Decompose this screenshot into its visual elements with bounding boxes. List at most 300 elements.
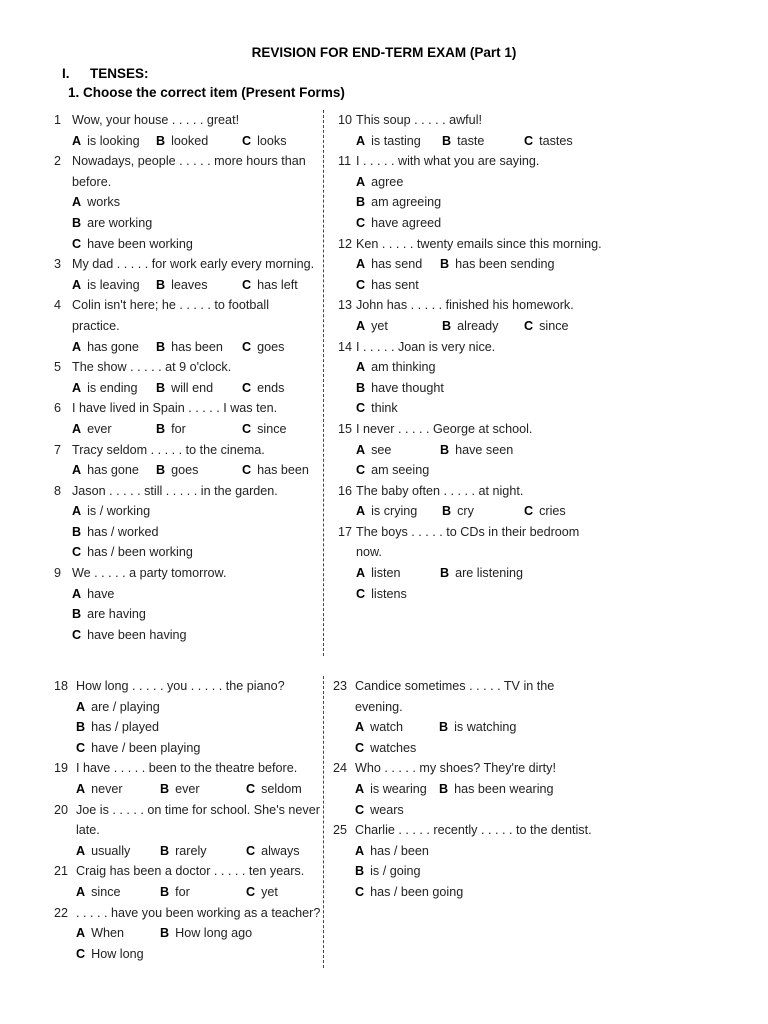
option-text: rarely	[175, 843, 207, 858]
answer-option[interactable]	[439, 717, 525, 738]
answer-option[interactable]	[156, 337, 242, 358]
option-letter: C	[246, 843, 256, 858]
answer-option[interactable]	[156, 131, 242, 152]
option-text: agree	[371, 174, 404, 189]
option-letter: C	[355, 802, 365, 817]
question-item	[333, 676, 602, 758]
answer-option[interactable]	[156, 419, 242, 440]
question-column-top-left	[54, 110, 319, 645]
answer-option[interactable]	[242, 131, 287, 152]
answer-option[interactable]	[76, 697, 323, 718]
option-text: yet	[371, 318, 388, 333]
answer-options	[356, 563, 603, 584]
answer-option[interactable]	[72, 234, 319, 255]
question-item	[54, 110, 319, 151]
question-item	[54, 295, 319, 357]
question-number: 6	[54, 401, 62, 416]
answer-options	[72, 419, 319, 440]
option-text: is wearing	[370, 781, 427, 796]
option-text: ever	[87, 421, 112, 436]
option-letter: B	[442, 318, 452, 333]
option-text: is looking	[87, 133, 140, 148]
answer-option[interactable]	[356, 398, 603, 419]
answer-options	[72, 192, 319, 254]
answer-option[interactable]	[242, 419, 287, 440]
option-text: seldom	[261, 781, 302, 796]
question-text: Ken . . . . . twenty emails since this morning.	[356, 236, 602, 251]
question-number: 20	[54, 802, 69, 817]
answer-option[interactable]	[76, 738, 323, 759]
option-letter: A	[76, 926, 86, 941]
option-letter: B	[439, 781, 449, 796]
question-text: Nowadays, people . . . . . more hours than before.	[72, 154, 306, 189]
option-letter: A	[76, 843, 86, 858]
question-number: 23	[333, 679, 348, 693]
answer-option[interactable]	[72, 604, 319, 625]
option-letter: C	[356, 277, 366, 292]
option-text: is crying	[371, 504, 418, 519]
option-text: for	[175, 884, 190, 899]
option-text: works	[87, 195, 120, 210]
option-letter: B	[442, 504, 452, 519]
option-text: looks	[257, 133, 287, 148]
answer-option[interactable]	[72, 501, 319, 522]
question-number: 17	[338, 524, 353, 539]
option-letter: C	[524, 318, 534, 333]
question-number: 16	[338, 483, 353, 498]
answer-options	[76, 923, 323, 944]
option-letter: B	[156, 133, 166, 148]
option-text: has send	[371, 257, 423, 272]
question-number: 19	[54, 761, 69, 776]
answer-option[interactable]	[242, 378, 284, 399]
option-text: have been having	[87, 627, 187, 642]
option-text: has gone	[87, 339, 139, 354]
question-item	[338, 151, 603, 233]
option-text: already	[457, 318, 499, 333]
answer-option[interactable]	[76, 923, 160, 944]
answer-option[interactable]	[246, 841, 300, 862]
answer-options	[355, 841, 602, 903]
question-item	[54, 676, 323, 758]
answer-option[interactable]	[355, 882, 602, 903]
option-letter: B	[72, 215, 82, 230]
option-text: has / been working	[87, 545, 193, 560]
option-text: is leaving	[87, 277, 140, 292]
option-letter: B	[442, 133, 452, 148]
answer-option[interactable]	[246, 779, 302, 800]
option-text: How long ago	[175, 926, 253, 941]
option-text: watches	[370, 740, 417, 755]
answer-option[interactable]	[439, 779, 554, 800]
option-text: has / been	[370, 843, 429, 858]
answer-option[interactable]	[246, 882, 278, 903]
question-text: How long . . . . . you . . . . . the piano?	[76, 679, 285, 693]
answer-option[interactable]	[72, 419, 156, 440]
answer-option[interactable]	[524, 316, 569, 337]
answer-option[interactable]	[356, 563, 440, 584]
question-number: 14	[338, 339, 353, 354]
answer-option[interactable]	[356, 440, 440, 461]
answer-option[interactable]	[72, 378, 156, 399]
answer-option[interactable]	[156, 378, 242, 399]
answer-option[interactable]	[72, 625, 319, 646]
question-number: 2	[54, 154, 62, 169]
question-number: 10	[338, 113, 353, 127]
answer-option[interactable]	[355, 800, 602, 821]
answer-option[interactable]	[355, 717, 439, 738]
option-text: How long	[91, 946, 144, 961]
page-title: REVISION FOR END-TERM EXAM (Part 1)	[251, 45, 517, 60]
answer-option[interactable]	[72, 522, 319, 543]
answer-option[interactable]	[442, 316, 524, 337]
question-text: Tracy seldom . . . . . to the cinema.	[72, 442, 265, 457]
question-column-bottom-left	[54, 676, 323, 964]
answer-option[interactable]	[72, 584, 319, 605]
question-item	[54, 758, 323, 799]
question-number: 15	[338, 421, 353, 436]
answer-option[interactable]	[355, 738, 602, 759]
option-text: When	[91, 926, 125, 941]
option-letter: A	[72, 277, 82, 292]
answer-option[interactable]	[72, 131, 156, 152]
option-text: is / going	[370, 864, 421, 879]
option-letter: B	[356, 195, 366, 210]
question-item	[54, 861, 323, 902]
answer-option[interactable]	[72, 213, 319, 234]
question-text: Wow, your house . . . . . great!	[72, 113, 240, 127]
option-text: see	[371, 442, 392, 457]
answer-option[interactable]	[156, 275, 242, 296]
answer-options	[72, 131, 319, 152]
answer-options	[356, 584, 603, 605]
option-text: wears	[370, 802, 404, 817]
question-item	[54, 563, 319, 645]
question-item	[338, 295, 603, 336]
answer-options	[356, 172, 603, 234]
option-letter: B	[156, 339, 166, 354]
question-text: Colin isn't here; he . . . . . to football practice.	[72, 298, 270, 333]
option-letter: C	[242, 380, 252, 395]
answer-option[interactable]	[242, 275, 298, 296]
answer-option[interactable]	[355, 841, 602, 862]
answer-option[interactable]	[355, 779, 439, 800]
option-letter: B	[440, 257, 450, 272]
question-column-bottom-right	[333, 676, 602, 903]
question-text: I have lived in Spain . . . . . I was ten.	[72, 401, 278, 416]
option-letter: C	[524, 133, 534, 148]
option-letter: A	[355, 720, 365, 735]
option-text: since	[539, 318, 569, 333]
option-letter: B	[160, 781, 170, 796]
question-number: 3	[54, 257, 62, 272]
question-item	[54, 903, 323, 965]
question-number: 9	[54, 566, 62, 581]
answer-options	[355, 779, 602, 800]
question-text: Joe is . . . . . on time for school. She's never late.	[76, 802, 320, 838]
answer-option[interactable]	[356, 275, 603, 296]
option-text: ever	[175, 781, 200, 796]
answer-options	[72, 584, 319, 646]
option-text: cry	[457, 504, 474, 519]
answer-options	[356, 460, 603, 481]
option-text: tastes	[539, 133, 573, 148]
option-text: am agreeing	[371, 195, 442, 210]
answer-option[interactable]	[440, 440, 526, 461]
option-text: leaves	[171, 277, 208, 292]
option-text: has left	[257, 277, 298, 292]
option-text: taste	[457, 133, 485, 148]
option-text: has / played	[91, 720, 160, 735]
option-letter: C	[355, 740, 365, 755]
option-text: watch	[370, 720, 404, 735]
option-text: is / working	[87, 504, 151, 519]
question-number: 24	[333, 761, 348, 776]
question-text: Charlie . . . . . recently . . . . . to the dentist.	[355, 823, 592, 838]
option-letter: A	[356, 318, 366, 333]
option-letter: A	[355, 781, 365, 796]
answer-option[interactable]	[356, 131, 442, 152]
question-number: 25	[333, 823, 348, 838]
option-text: has / been going	[370, 884, 464, 899]
answer-option[interactable]	[76, 779, 160, 800]
option-letter: C	[356, 463, 366, 478]
question-text: Craig has been a doctor . . . . . ten years.	[76, 864, 305, 879]
answer-options	[356, 440, 603, 461]
option-text: goes	[171, 463, 199, 478]
answer-option[interactable]	[524, 501, 566, 522]
option-letter: A	[355, 843, 365, 858]
option-text: has / worked	[87, 524, 159, 539]
option-text: are listening	[455, 566, 524, 581]
option-letter: C	[355, 884, 365, 899]
answer-option[interactable]	[356, 172, 603, 193]
answer-option[interactable]	[356, 501, 442, 522]
question-item	[338, 110, 603, 151]
option-letter: A	[356, 174, 366, 189]
option-text: has gone	[87, 463, 139, 478]
answer-option[interactable]	[72, 337, 156, 358]
option-letter: A	[356, 133, 366, 148]
answer-option[interactable]	[355, 861, 602, 882]
answer-options	[355, 800, 602, 821]
question-number: 1	[54, 113, 62, 127]
option-text: are / playing	[91, 699, 160, 714]
answer-option[interactable]	[442, 501, 524, 522]
question-text: We . . . . . a party tomorrow.	[72, 566, 227, 581]
question-number: 18	[54, 679, 69, 693]
answer-option[interactable]	[72, 542, 319, 563]
option-letter: A	[356, 360, 366, 375]
option-letter: A	[76, 781, 86, 796]
option-letter: B	[156, 277, 166, 292]
answer-option[interactable]	[76, 944, 323, 965]
answer-option[interactable]	[356, 254, 440, 275]
option-letter: B	[160, 884, 170, 899]
option-letter: C	[72, 627, 82, 642]
question-item	[54, 398, 319, 439]
option-text: have thought	[371, 380, 444, 395]
option-text: am thinking	[371, 360, 436, 375]
option-letter: B	[439, 720, 449, 735]
question-item	[54, 481, 319, 563]
option-text: is tasting	[371, 133, 421, 148]
section-number: I.	[62, 66, 70, 81]
option-text: have agreed	[371, 215, 442, 230]
option-text: think	[371, 401, 398, 416]
option-text: ends	[257, 380, 285, 395]
answer-options	[355, 717, 602, 738]
answer-option[interactable]	[440, 254, 555, 275]
option-text: yet	[261, 884, 278, 899]
option-text: cries	[539, 504, 566, 519]
question-text: John has . . . . . finished his homework.	[356, 298, 574, 313]
option-text: am seeing	[371, 463, 430, 478]
option-letter: C	[356, 586, 366, 601]
question-item	[338, 481, 603, 522]
question-item	[333, 820, 602, 902]
answer-option[interactable]	[76, 717, 323, 738]
answer-option[interactable]	[242, 460, 309, 481]
answer-option[interactable]	[72, 460, 156, 481]
option-letter: C	[72, 236, 82, 251]
answer-options	[72, 501, 319, 563]
option-text: has been	[257, 463, 309, 478]
option-text: always	[261, 843, 300, 858]
question-number: 4	[54, 298, 62, 313]
option-letter: C	[356, 215, 366, 230]
answer-option[interactable]	[160, 882, 246, 903]
answer-option[interactable]	[356, 460, 603, 481]
option-letter: C	[242, 421, 252, 436]
question-item	[338, 337, 603, 419]
option-letter: C	[242, 463, 252, 478]
option-text: for	[171, 421, 186, 436]
answer-options	[72, 460, 319, 481]
option-letter: B	[355, 864, 365, 879]
answer-option[interactable]	[242, 337, 284, 358]
answer-option[interactable]	[440, 563, 526, 584]
answer-options	[356, 501, 603, 522]
answer-option[interactable]	[356, 357, 603, 378]
option-letter: B	[156, 380, 166, 395]
option-letter: C	[72, 545, 82, 560]
option-text: have seen	[455, 442, 514, 457]
answer-options	[76, 944, 323, 965]
answer-option[interactable]	[356, 213, 603, 234]
option-letter: A	[356, 257, 366, 272]
section-heading	[62, 66, 149, 81]
option-text: never	[91, 781, 123, 796]
answer-option[interactable]	[156, 460, 242, 481]
option-letter: C	[242, 133, 252, 148]
question-text: Who . . . . . my shoes? They're dirty!	[355, 761, 556, 776]
option-text: looked	[171, 133, 209, 148]
answer-option[interactable]	[524, 131, 573, 152]
question-text: I . . . . . with what you are saying.	[356, 154, 540, 169]
answer-option[interactable]	[160, 779, 246, 800]
exercise-heading: 1. Choose the correct item (Present Forms)	[68, 85, 345, 100]
question-text: I . . . . . Joan is very nice.	[356, 339, 496, 354]
option-letter: B	[156, 463, 166, 478]
question-item	[338, 522, 603, 604]
option-letter: A	[72, 586, 82, 601]
option-text: has sent	[371, 277, 419, 292]
option-letter: B	[440, 566, 450, 581]
option-text: has been	[171, 339, 223, 354]
answer-option[interactable]	[72, 192, 319, 213]
column-divider-top	[323, 110, 324, 656]
option-text: is ending	[87, 380, 138, 395]
answer-options	[76, 882, 323, 903]
question-item	[338, 234, 603, 296]
answer-options	[76, 779, 323, 800]
option-letter: A	[356, 504, 366, 519]
option-text: have	[87, 586, 115, 601]
answer-option[interactable]	[160, 923, 253, 944]
option-text: usually	[91, 843, 131, 858]
question-number: 12	[338, 236, 353, 251]
question-text: . . . . . have you been working as a teacher?	[76, 905, 321, 920]
answer-options	[76, 841, 323, 862]
answer-option[interactable]	[356, 192, 603, 213]
option-letter: A	[72, 195, 82, 210]
answer-option[interactable]	[356, 316, 442, 337]
answer-options	[356, 357, 603, 419]
option-letter: C	[76, 740, 86, 755]
question-text: The baby often . . . . . at night.	[356, 483, 524, 498]
option-text: has been sending	[455, 257, 555, 272]
option-letter: C	[246, 884, 256, 899]
question-column-top-right	[338, 110, 603, 604]
question-text: I have . . . . . been to the theatre before.	[76, 761, 298, 776]
answer-option[interactable]	[72, 275, 156, 296]
answer-option[interactable]	[356, 584, 603, 605]
answer-option[interactable]	[442, 131, 524, 152]
option-text: are working	[87, 215, 153, 230]
option-letter: B	[72, 524, 82, 539]
question-item	[54, 357, 319, 398]
answer-options	[355, 738, 602, 759]
question-item	[54, 151, 319, 254]
question-text: My dad . . . . . for work early every morning.	[72, 257, 315, 272]
answer-option[interactable]	[76, 882, 160, 903]
question-number: 5	[54, 360, 62, 375]
question-text: Candice sometimes . . . . . TV in the evening.	[355, 679, 555, 714]
answer-option[interactable]	[76, 841, 160, 862]
option-letter: C	[76, 946, 86, 961]
answer-option[interactable]	[160, 841, 246, 862]
option-text: have / been playing	[91, 740, 201, 755]
section-label: TENSES:	[90, 66, 149, 81]
option-letter: B	[356, 380, 366, 395]
question-number: 22	[54, 905, 69, 920]
option-letter: B	[440, 442, 450, 457]
option-letter: A	[72, 504, 82, 519]
column-divider-bottom	[323, 676, 324, 968]
option-letter: B	[160, 926, 170, 941]
option-letter: A	[76, 699, 86, 714]
option-letter: C	[242, 339, 252, 354]
option-letter: B	[160, 843, 170, 858]
answer-options	[356, 275, 603, 296]
question-number: 13	[338, 298, 353, 313]
question-number: 7	[54, 442, 62, 457]
question-item	[54, 440, 319, 481]
option-text: will end	[171, 380, 214, 395]
answer-option[interactable]	[356, 378, 603, 399]
option-letter: A	[76, 884, 86, 899]
